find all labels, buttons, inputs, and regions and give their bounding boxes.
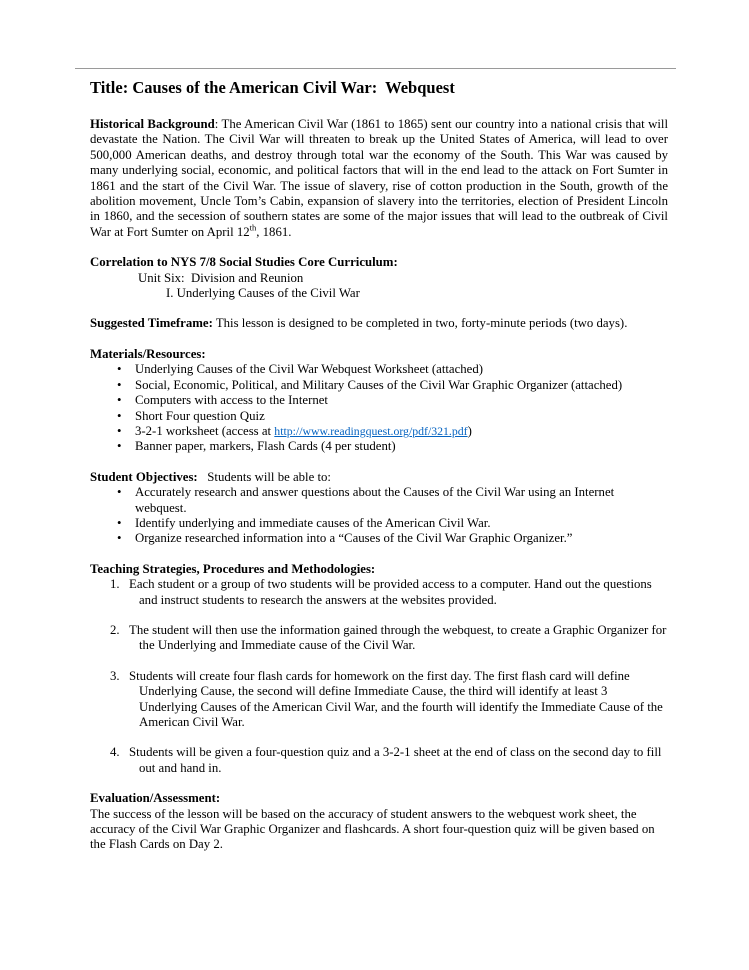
historical-background-text: : The American Civil War (1861 to 1865) sent our country into a national crisis that will devastate the Nation. The Civil War will threaten to break up the United States of America, will lead to over 500,000 American deaths, and destroy through total war the economy of the South. This War was caused by many underlying social, economic, and political factors that will in the end lead to the attack on Fort Sumter in 1861 and the start of the Civil War. The issue of slavery, rise of cotton production in the South, growth of the abolition movement, Uncle Tom’s Cabin, expansion of slavery into the territories, election of President Lincoln in 1860, and the secession of southern states are some of the major issues that will lead to the outbreak of Civil War at Fort Sumter on April 12 bbox=[90, 117, 669, 239]
bullet-icon: • bbox=[117, 393, 122, 408]
bullet-icon: • bbox=[117, 408, 122, 423]
strategy-item-3: Students will create four flash cards for homework on the first day. The first flash card will define Underlying Cause, the second will define Immediate Cause, the third will identify at least 3 Underlying Causes of the American Civil War, and the fourth will identify the Immediate Cause of the American Civil War. bbox=[129, 668, 663, 729]
bullet-icon: • bbox=[117, 531, 122, 546]
timeframe-label: Suggested Timeframe: bbox=[90, 316, 213, 331]
list-item bbox=[90, 362, 668, 377]
materials-heading: Materials/Resources: bbox=[90, 346, 206, 361]
evaluation-paragraph: The success of the lesson will be based on the accuracy of student answers to the webquest work sheet, the accuracy of the Civil War Graphic Organizer and flashcards. A short four-question quiz will be given based on the Flash Cards on Day 2. bbox=[90, 806, 655, 852]
objective-item-2: Identify underlying and immediate causes of the American Civil War. bbox=[135, 515, 491, 530]
student-objectives-label: Student Objectives: bbox=[90, 469, 198, 484]
materials-item-6: Banner paper, markers, Flash Cards (4 per student) bbox=[135, 439, 396, 454]
materials-item-1: Underlying Causes of the Civil War Webquest Worksheet (attached) bbox=[135, 362, 484, 377]
student-objectives-section bbox=[90, 470, 668, 547]
bullet-icon: • bbox=[117, 377, 122, 392]
list-item bbox=[90, 409, 668, 424]
list-number: 4. bbox=[110, 745, 120, 760]
ordinal-superscript: th bbox=[249, 222, 257, 233]
materials-list bbox=[90, 362, 668, 454]
materials-item-4: Short Four question Quiz bbox=[135, 408, 265, 423]
teaching-strategies-list bbox=[90, 577, 668, 776]
materials-item-5 bbox=[135, 424, 668, 439]
bullet-icon: • bbox=[117, 485, 122, 500]
top-divider-rule bbox=[75, 68, 676, 69]
objective-item-1: Accurately research and answer questions about the Causes of the Civil War using an Internet webquest. bbox=[135, 485, 615, 515]
list-item bbox=[90, 669, 668, 731]
strategy-item-4: Students will be given a four-question quiz and a 3-2-1 sheet at the end of class on the second day to fill out and hand in. bbox=[129, 745, 662, 775]
materials-item-3: Computers with access to the Internet bbox=[135, 393, 328, 408]
materials-item-5-prefix: 3-2-1 worksheet (access at bbox=[135, 423, 275, 438]
strategy-item-2: The student will then use the information gained through the webquest, to create a Graphic Organizer for the Underlying and Immediate cause of the Civil War. bbox=[129, 622, 667, 653]
historical-background-label: Historical Background bbox=[90, 117, 215, 131]
teaching-strategies-section bbox=[90, 562, 668, 776]
student-objectives-intro: Students will be able to: bbox=[197, 469, 331, 484]
strategy-item-1: Each student or a group of two students will be provided access to a computer. Hand out the questions and instruct students to research the answers at the websites provided. bbox=[129, 577, 652, 607]
list-item bbox=[90, 393, 668, 408]
student-objectives-list bbox=[90, 485, 668, 547]
correlation-section bbox=[90, 255, 668, 301]
list-number: 3. bbox=[110, 668, 120, 683]
bullet-icon: • bbox=[117, 515, 122, 530]
materials-section bbox=[90, 347, 668, 455]
materials-item-5-suffix: ) bbox=[467, 423, 472, 438]
list-item bbox=[90, 623, 668, 654]
evaluation-heading: Evaluation/Assessment: bbox=[90, 791, 221, 806]
student-objectives-heading-line bbox=[90, 470, 668, 485]
historical-background-paragraph bbox=[90, 117, 668, 240]
timeframe-paragraph bbox=[90, 316, 668, 331]
readingquest-pdf-link[interactable]: http://www.readingquest.org/pdf/321.pdf bbox=[274, 423, 468, 438]
list-item bbox=[90, 485, 668, 516]
bullet-icon: • bbox=[117, 423, 122, 438]
historical-background-text-end: , 1861. bbox=[256, 224, 292, 239]
list-number: 2. bbox=[110, 622, 120, 637]
evaluation-section bbox=[90, 791, 668, 853]
bullet-icon: • bbox=[117, 439, 122, 454]
timeframe-text: This lesson is designed to be completed in two, forty-minute periods (two days). bbox=[212, 316, 628, 331]
correlation-sub-line: I. Underlying Causes of the Civil War bbox=[166, 286, 360, 301]
list-number: 1. bbox=[110, 577, 120, 592]
list-item bbox=[90, 745, 668, 776]
list-item bbox=[90, 439, 668, 454]
bullet-icon: • bbox=[117, 362, 122, 377]
document-title: Title: Causes of the American Civil War: Webquest bbox=[90, 78, 455, 97]
list-item bbox=[90, 378, 668, 393]
list-item bbox=[90, 424, 668, 439]
teaching-strategies-heading: Teaching Strategies, Procedures and Methodologies: bbox=[90, 561, 376, 576]
list-item bbox=[90, 577, 668, 608]
correlation-unit-line: Unit Six: Division and Reunion bbox=[138, 270, 304, 285]
materials-item-2: Social, Economic, Political, and Military Causes of the Civil War Graphic Organizer (attached) bbox=[135, 377, 623, 392]
list-item bbox=[90, 516, 668, 531]
correlation-heading: Correlation to NYS 7/8 Social Studies Core Curriculum: bbox=[90, 255, 398, 270]
list-item bbox=[90, 531, 668, 546]
objective-item-3: Organize researched information into a “Causes of the Civil War Graphic Organizer.” bbox=[135, 531, 573, 546]
